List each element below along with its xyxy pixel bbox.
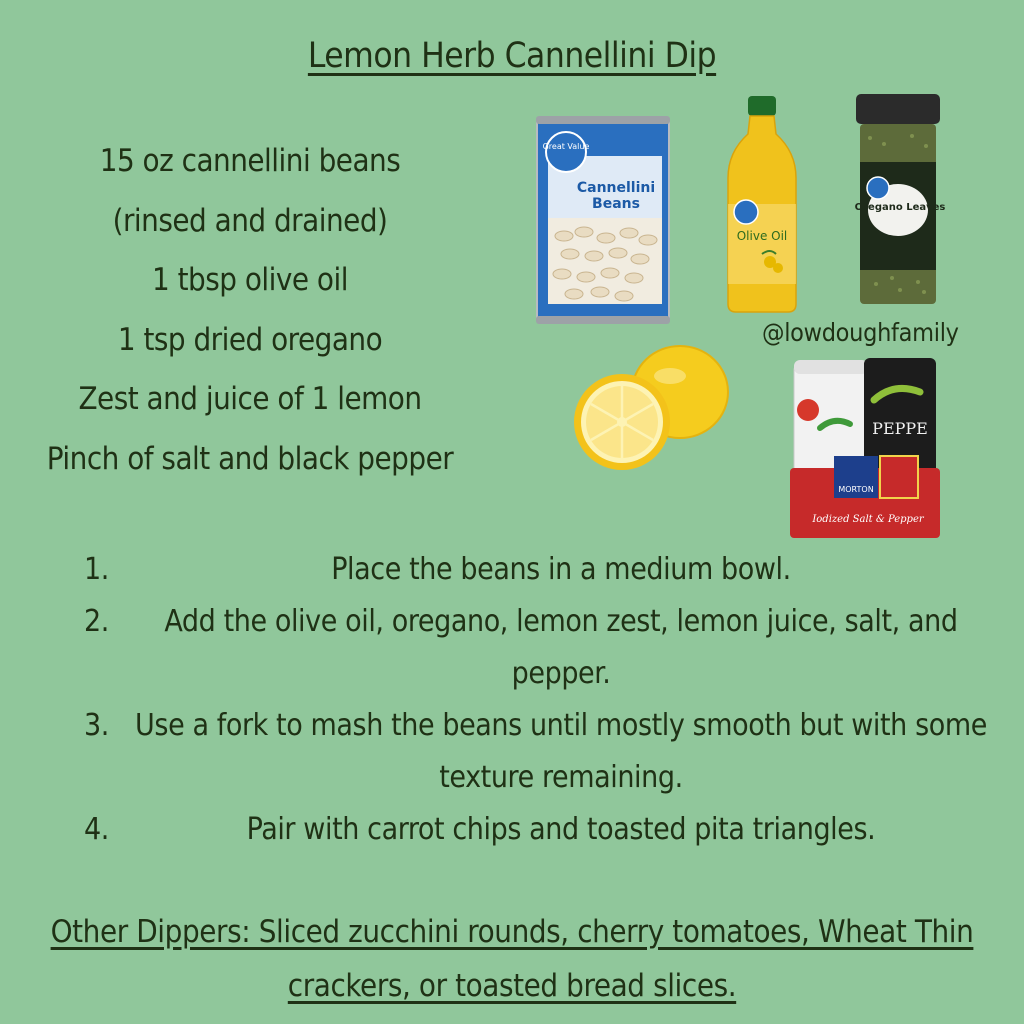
ingredient-item: Zest and juice of 1 lemon bbox=[78, 381, 422, 417]
instruction-step bbox=[70, 804, 990, 856]
instruction-step bbox=[70, 544, 990, 596]
beans-brand-label: Great Value bbox=[542, 142, 590, 151]
oil-label: Olive Oil bbox=[736, 229, 788, 243]
salt-brand-label: MORTON bbox=[838, 485, 874, 494]
step-text: Place the beans in a medium bowl. bbox=[331, 552, 791, 587]
svg-text:Cannellini: Cannellini bbox=[576, 180, 656, 196]
step-text: Use a fork to mash the beans until mostly smooth but with some texture remaining. bbox=[135, 708, 987, 795]
oregano-jar-image bbox=[852, 92, 944, 308]
ingredient-item: 1 tsp dried oregano bbox=[117, 321, 383, 358]
olive-oil-bottle-image bbox=[724, 94, 800, 314]
svg-text:PEPPE: PEPPE bbox=[872, 419, 928, 438]
ingredient-item: 1 tbsp olive oil bbox=[152, 262, 348, 298]
lemon-image bbox=[572, 342, 732, 472]
recipe-title: Lemon Herb Cannellini Dip bbox=[307, 36, 717, 76]
other-dippers-note: Other Dippers: Sliced zucchini rounds, cherry tomatoes, Wheat Thin crackers, or toasted bread slices. bbox=[50, 914, 974, 1004]
instruction-step bbox=[70, 700, 990, 804]
step-number: 1. bbox=[84, 552, 109, 587]
ingredient-list bbox=[20, 132, 480, 489]
instruction-list bbox=[70, 544, 990, 856]
instruction-step bbox=[70, 596, 990, 700]
step-text: Add the olive oil, oregano, lemon zest, lemon juice, salt, and pepper. bbox=[164, 604, 958, 691]
step-number: 4. bbox=[84, 812, 109, 847]
step-number: 2. bbox=[84, 604, 109, 639]
ingredient-item: (rinsed and drained) bbox=[112, 202, 388, 239]
svg-text:Beans: Beans bbox=[592, 196, 640, 212]
salt-and-pepper-image bbox=[790, 356, 940, 540]
oregano-label: Oregano Leaves bbox=[854, 202, 946, 213]
ingredient-item: Pinch of salt and black pepper bbox=[46, 440, 454, 477]
social-handle: @lowdoughfamily bbox=[762, 318, 959, 347]
step-number: 3. bbox=[84, 708, 109, 743]
salt-product-label: Iodized Salt & Pepper bbox=[812, 514, 924, 525]
ingredient-item: 15 oz cannellini beans bbox=[99, 143, 401, 179]
cannellini-beans-can-image bbox=[534, 112, 672, 328]
step-text: Pair with carrot chips and toasted pita triangles. bbox=[246, 812, 876, 847]
